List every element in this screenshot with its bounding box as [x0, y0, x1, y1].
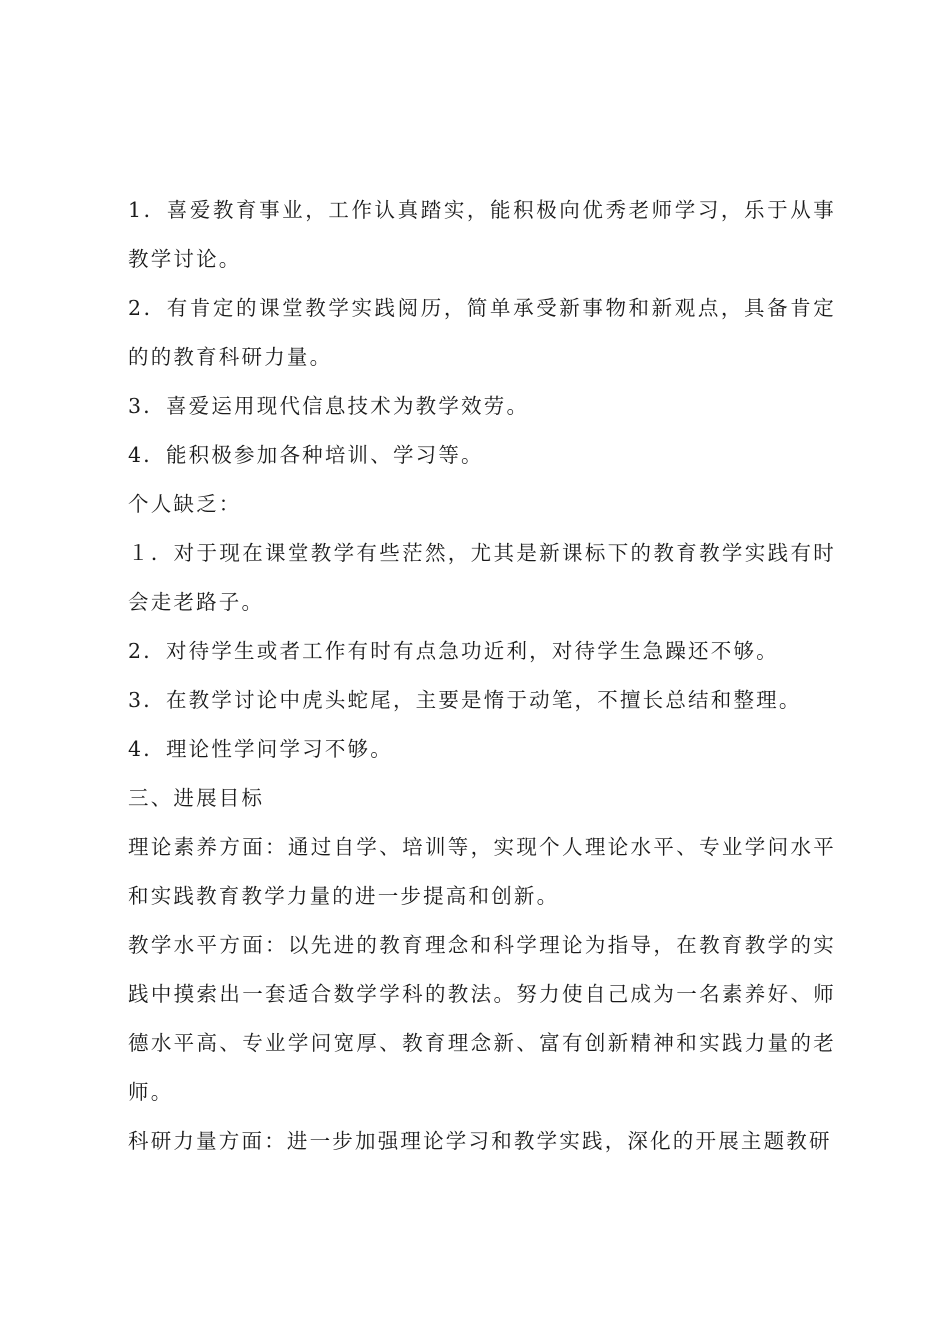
paragraph-weakness-4: 4．理论性学问学习不够。 [128, 737, 393, 761]
paragraph-weakness-3: 3．在教学讨论中虎头蛇尾，主要是惰于动笔，不擅长总结和整理。 [128, 688, 802, 712]
paragraph-strength-2: 2．有肯定的课堂教学实践阅历，简单承受新事物和新观点，具备肯定的的教育科研力量。 [128, 296, 836, 369]
section-heading-weaknesses: 个人缺乏： [128, 492, 242, 516]
section-heading-goals: 三、进展目标 [128, 786, 265, 810]
paragraph-strength-3: 3．喜爱运用现代信息技术为教学效劳。 [128, 394, 530, 418]
paragraph-strength-1: 1．喜爱教育事业，工作认真踏实，能积极向优秀老师学习，乐于从事教学讨论。 [128, 198, 836, 271]
paragraph-goal-research: 科研力量方面：进一步加强理论学习和教学实践，深化的开展主题教研 [128, 1129, 832, 1153]
paragraph-weakness-1: １．对于现在课堂教学有些茫然，尤其是新课标下的教育教学实践有时会走老路子。 [128, 541, 836, 614]
document-body [128, 186, 836, 1166]
paragraph-strength-4: 4．能积极参加各种培训、学习等。 [128, 443, 484, 467]
paragraph-goal-teaching: 教学水平方面：以先进的教育理念和科学理论为指导，在教育教学的实践中摸索出一套适合数学学科的教法。努力使自己成为一名素养好、师德水平高、专业学问宽厚、教育理念新、富有创新精神和实践力量的老师。 [128, 933, 836, 1104]
paragraph-goal-theory: 理论素养方面：通过自学、培训等，实现个人理论水平、专业学问水平和实践教育教学力量的进一步提高和创新。 [128, 835, 836, 908]
paragraph-weakness-2: 2．对待学生或者工作有时有点急功近利，对待学生急躁还不够。 [128, 639, 779, 663]
